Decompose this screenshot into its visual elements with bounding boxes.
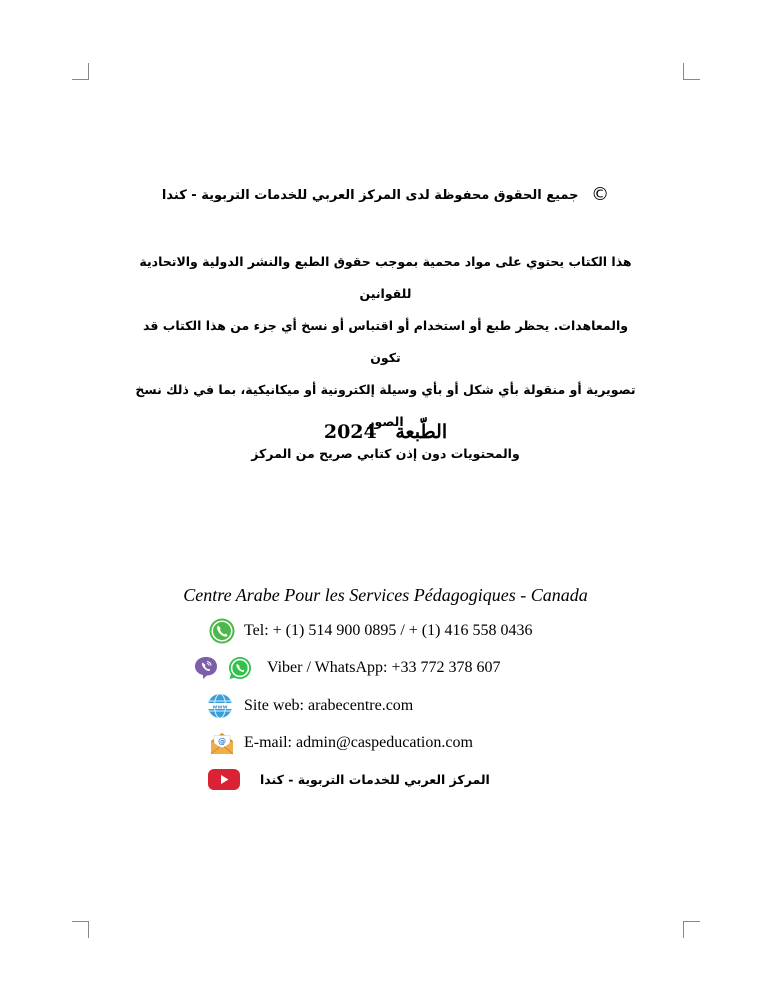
contact-youtube: المركز العربي للخدمات التربوية - كندا [260,772,490,787]
phone-icon [209,618,235,644]
centre-name: Centre Arabe Pour les Services Pédagogiques - Canada [183,585,588,605]
svg-text:www: www [212,704,228,711]
copyright-line [0,184,771,207]
notice-line: تصويرية أو منقولة بأي شكل أو بأي وسيلة إلكترونية أو ميكانيكية، بما في ذلك نسخ الصور [135,382,636,429]
crop-mark-bottom-left [72,921,89,938]
crop-mark-bottom-right [683,921,700,938]
contact-youtube-row [208,767,490,793]
whatsapp-icon [227,655,253,681]
crop-mark-top-right [683,63,700,80]
contact-email: E-mail: admin@caspeducation.com [244,734,473,751]
crop-mark-top-left [72,63,89,80]
viber-icon [193,655,219,681]
contact-phone-row [209,618,532,644]
notice-line: والمعاهدات. يحظر طبع أو استخدام أو اقتباس أو نسخ أي جزء من هذا الكتاب قد تكون [143,318,628,365]
email-envelope-icon [209,730,235,756]
contact-website: Site web: arabecentre.com [244,697,414,714]
edition-heading [0,417,771,447]
copyright-symbol: © [591,184,610,205]
svg-text:@: @ [218,737,226,746]
contact-viber-row [193,655,501,681]
notice-line: هذا الكتاب يحتوي على مواد محمية بموجب حقوق الطبع والنشر الدولية والاتحادية للقوانين [139,254,632,301]
contact-viber-whatsapp: Viber / WhatsApp: +33 772 378 607 [267,659,501,676]
edition-year: 2024 [323,421,377,443]
youtube-icon [208,767,240,793]
contact-phone: Tel: + (1) 514 900 0895 / + (1) 416 558 0436 [244,622,533,639]
www-globe-icon [207,693,233,719]
notice-line: والمحتويات دون إذن كتابي صريح من المركز [251,446,520,461]
edition-label: الطّبعة [395,421,448,443]
contact-website-row [207,693,413,719]
copyright-text: جميع الحقوق محفوظة لدى المركز العربي للخدمات التربوية - كندا [161,188,579,203]
contact-email-row [209,730,473,756]
